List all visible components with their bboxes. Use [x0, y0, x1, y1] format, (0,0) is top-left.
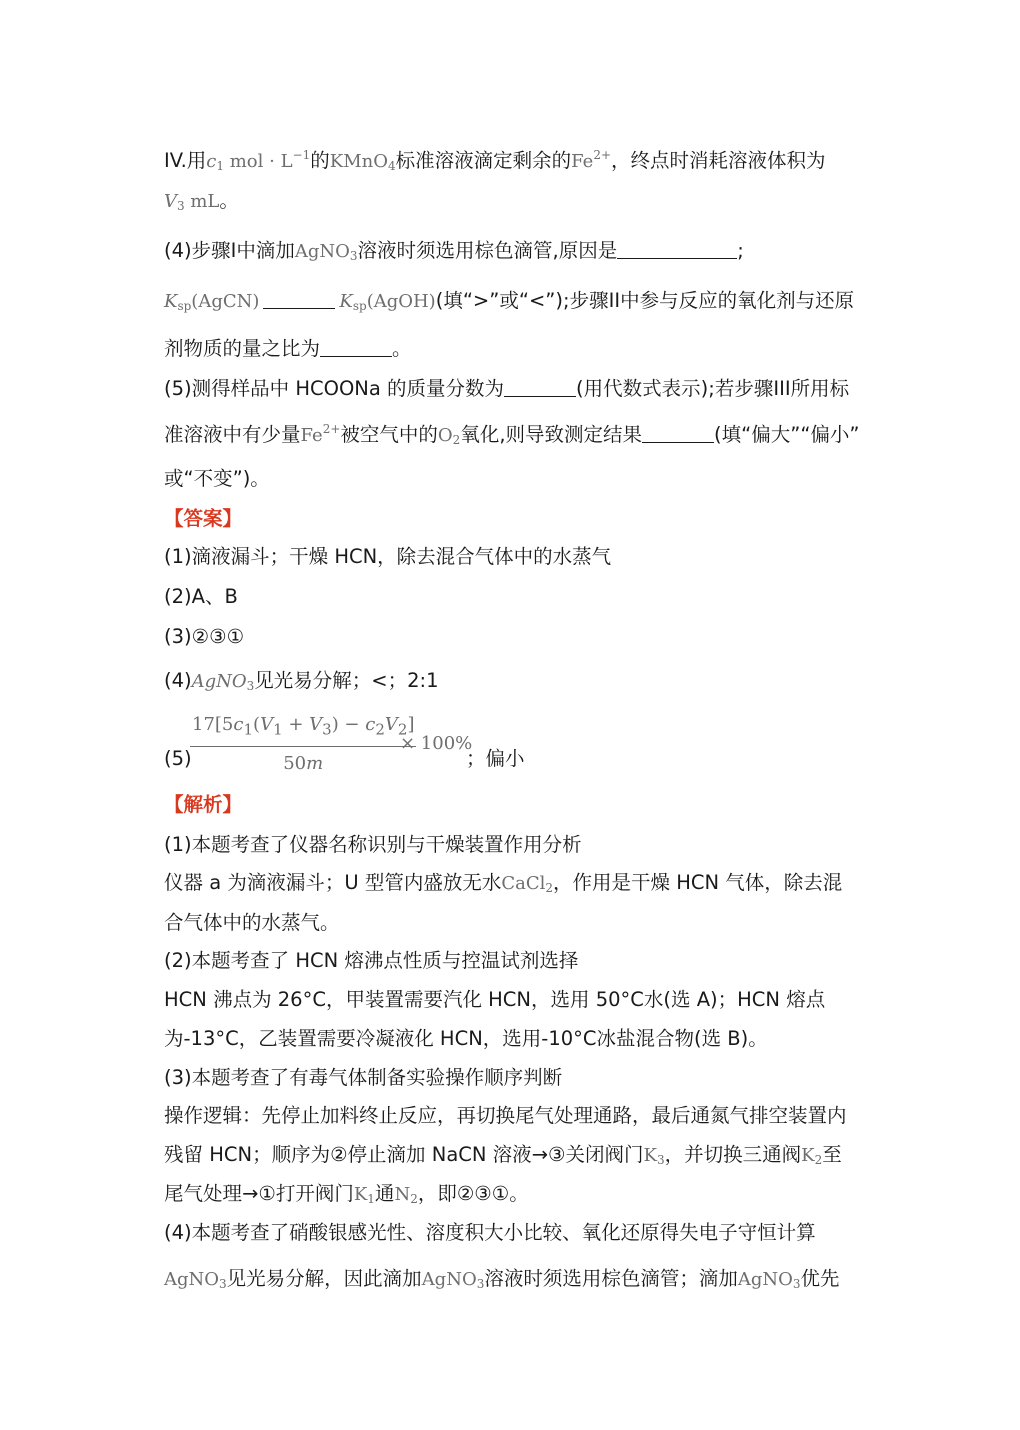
text: 见光易分解，因此滴加: [226, 1267, 422, 1290]
formula-k1: $K_1$: [353, 1184, 375, 1206]
text: 的: [310, 149, 330, 172]
formula-times-100: × 100%: [400, 733, 473, 754]
text: (5)测得样品中 HCOONa 的质量分数为: [164, 377, 505, 400]
fraction-numerator: $17[5c_1(V_1 + V_3) - c_2V_2]$: [190, 712, 416, 747]
analysis-p1: (1)本题考查了仪器名称识别与干燥装置作用分析: [164, 833, 582, 856]
text: 或“不变”)。: [164, 467, 270, 490]
analysis-heading: 【解析】: [164, 793, 243, 816]
text: IV.用: [164, 149, 207, 172]
answer-heading: 【答案】: [164, 507, 243, 530]
text: 残留 HCN；顺序为②停止滴加 NaCN 溶液→③关闭阀门: [164, 1143, 644, 1166]
answer-2: (2)A、B: [164, 585, 238, 608]
text: ;: [737, 239, 744, 262]
formula-ksp-agcn: $K_{sp}(AgCN)$: [164, 291, 260, 313]
analysis-p2: [164, 870, 842, 901]
formula-agno3: AgNO$_3$: [421, 1269, 485, 1291]
text: ，并切换三通阀: [664, 1143, 802, 1166]
analysis-p4: (2)本题考查了 HCN 熔沸点性质与控温试剂选择: [164, 949, 579, 972]
formula-v3-ml: $V_3$ mL: [164, 191, 220, 213]
text: (4): [164, 669, 192, 692]
analysis-p5: HCN 沸点为 26°C，甲装置需要汽化 HCN，选用 50°C水(选 A)；HCN 熔点: [164, 988, 826, 1011]
analysis-p3: 合气体中的水蒸气。: [164, 911, 340, 934]
text: (填“>”或“<”);步骤II中参与反应的氧化剂与还原: [435, 289, 855, 312]
answer-blank: [617, 240, 737, 259]
answer-1: (1)滴液漏斗；干燥 HCN，除去混合气体中的水蒸气: [164, 545, 612, 568]
text: 剂物质的量之比为: [164, 337, 321, 360]
text: 准溶液中有少量: [164, 423, 301, 446]
text: (5): [164, 747, 192, 770]
formula-ksp-agoh: $K_{sp}(AgOH)$: [339, 291, 436, 313]
analysis-p7: (3)本题考查了有毒气体制备实验操作顺序判断: [164, 1066, 563, 1089]
formula-n2: $N_2$: [394, 1184, 418, 1206]
text: (4)步骤I中滴加: [164, 239, 295, 262]
formula-k3: $K_3$: [643, 1145, 665, 1167]
q5-line-2: [164, 422, 860, 453]
q4-line-1: [164, 148, 826, 179]
analysis-p12: [164, 1266, 840, 1297]
formula-c1-concentration: $c_1$ mol · $L^{-1}$: [206, 148, 311, 173]
text: (填“偏大”“偏小”: [714, 423, 860, 446]
q4-line-2: [164, 188, 239, 219]
text: ，终点时消耗溶液体积为: [611, 149, 826, 172]
text: 优先: [800, 1267, 840, 1290]
text: 被空气中的: [340, 423, 438, 446]
answer-blank: [504, 378, 576, 397]
formula-agno3-italic: AgNO$_3$: [191, 671, 255, 693]
q5-line-1: [164, 376, 849, 402]
text: 。: [219, 189, 239, 212]
q4-line-3: [164, 238, 744, 269]
text: 溶液时须选用棕色滴管；滴加: [484, 1267, 738, 1290]
formula-kmno4: KMnO$_4$: [329, 151, 396, 173]
text: 见光易分解；<；2:1: [254, 669, 439, 692]
formula-cacl2: CaCl$_2$: [501, 873, 554, 895]
q4-line-5: [164, 336, 412, 362]
analysis-p6: 为-13°C，乙装置需要冷凝液化 HCN，选用-10°C冰盐混合物(选 B)。: [164, 1027, 768, 1050]
formula-agno3: AgNO$_3$: [737, 1269, 801, 1291]
formula-o2: $O_2$: [437, 425, 461, 447]
analysis-p10: [164, 1181, 529, 1212]
text: (用代数式表示);若步骤III所用标: [576, 377, 850, 400]
text: 。: [392, 337, 412, 360]
text: 溶液时须选用棕色滴管,原因是: [357, 239, 618, 262]
formula-mass-fraction: [190, 712, 416, 777]
analysis-p9: [164, 1142, 842, 1173]
text: ；偏小: [466, 747, 525, 770]
text: 通: [374, 1182, 395, 1205]
fraction-denominator: 50m: [283, 752, 324, 774]
formula-fe2plus: $Fe^{2+}$: [571, 148, 612, 172]
text: ，即②③①。: [417, 1182, 529, 1205]
answer-blank: [320, 338, 392, 357]
formula-agno3: AgNO$_3$: [164, 1269, 227, 1291]
text: 标准溶液滴定剩余的: [395, 149, 572, 172]
q5-line-3: [164, 466, 270, 492]
analysis-p11: (4)本题考查了硝酸银感光性、溶度积大小比较、氧化还原得失电子守恒计算: [164, 1221, 816, 1244]
text: 氧化,则导致测定结果: [460, 423, 643, 446]
formula-k2: $K_2$: [801, 1145, 823, 1167]
answer-4: [164, 668, 439, 699]
text: 尾气处理→①打开阀门: [164, 1182, 354, 1205]
text: 至: [822, 1143, 842, 1166]
answer-blank: [263, 290, 335, 309]
q4-line-4: [164, 288, 854, 319]
formula-fe2plus: $Fe^{2+}$: [300, 422, 341, 446]
text: ，作用是干燥 HCN 气体，除去混: [553, 871, 843, 894]
answer-blank: [642, 424, 714, 443]
answer-3: (3)②③①: [164, 625, 245, 648]
formula-agno3: AgNO$_3$: [294, 241, 358, 263]
text: 仪器 a 为滴液漏斗；U 型管内盛放无水: [164, 871, 502, 894]
analysis-p8: 操作逻辑：先停止加料终止反应，再切换尾气处理通路，最后通氮气排空装置内: [164, 1104, 847, 1127]
